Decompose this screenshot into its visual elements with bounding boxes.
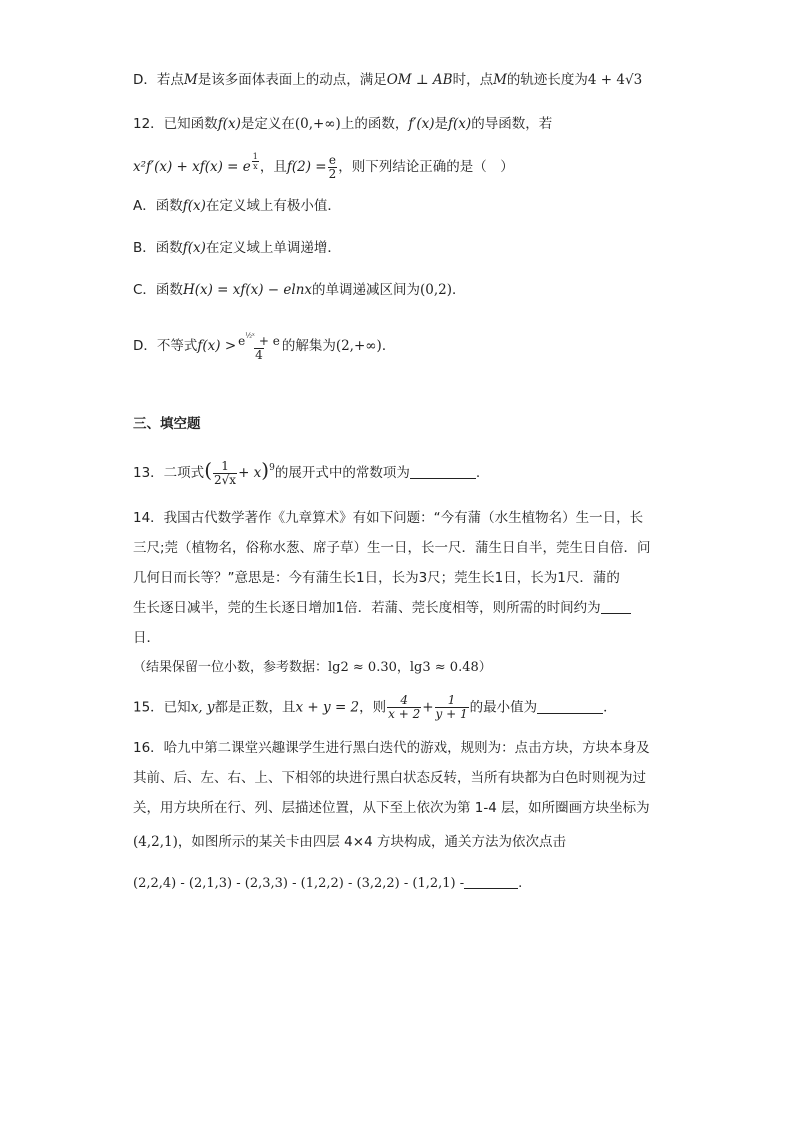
q14-line-4: 生长逐日减半，莞的生长逐日增加1倍．若蒲、莞长度相等，则所需的时间约为 xyxy=(133,598,631,618)
q14-line-2: 三尺;莞（植物名，俗称水葱、席子草）生一日，长一尺．蒲生日自半，莞生日自倍．问 xyxy=(133,540,651,556)
answer-blank[interactable] xyxy=(410,464,476,479)
q12-line-1: 12．已知函数f(x)是定义在(0,+∞)上的函数，f′(x)是f(x)的导函数，若 xyxy=(133,116,553,132)
answer-blank[interactable] xyxy=(464,874,518,889)
q11-option-d: D．若点M是该多面体表面上的动点，满足OM ⊥ AB时，点M的轨迹长度为4 + 4√3 xyxy=(133,72,643,88)
answer-blank[interactable] xyxy=(537,699,603,714)
q12-option-b: B．函数f(x)在定义域上单调递增． xyxy=(133,240,341,256)
fraction-1-over-y1: $\frac{1}{y + 1}$ xyxy=(435,693,468,721)
exponent-fraction: 1 x xyxy=(252,152,258,171)
q16-line-4: (4,2,1)，如图所示的某关卡由四层 4×4 方块构成，通关方法为依次点击 xyxy=(133,834,566,850)
q14-line-1: 14．我国古代数学著作《九章算术》有如下问题：“今有蒲（水生植物名）生一日，长 xyxy=(133,510,644,526)
q14-note: （结果保留一位小数，参考数据：lg2 ≈ 0.30，lg3 ≈ 0.48） xyxy=(133,660,492,675)
q12-option-d: D．不等式f(x) > $\frac{e^{\frac{1}{2}ˣ} + e}{4}$ 的解集为(2,+∞)． xyxy=(133,332,396,362)
q16-line-1: 16．哈九中第二课堂兴趣课学生进行黑白迭代的游戏，规则为：点击方块，方块本身及 xyxy=(133,740,650,756)
fraction-4-over-x2: $\frac{4}{x + 2}$ xyxy=(388,693,421,721)
q16-line-3: 关，用方块所在行、列、层描述位置，从下至上依次为第 1-4 层，如所圈画方块坐标为 xyxy=(133,800,650,816)
q16-line-5: (2,2,4) - (2,1,3) - (2,3,3) - (1,2,2) - (3,2,2) - (1,2,1) - . xyxy=(133,876,523,891)
e-over-2: $\frac{e}{2}$ xyxy=(328,152,337,181)
answer-blank[interactable] xyxy=(601,599,631,614)
q14-line-5: 日． xyxy=(133,630,160,646)
section-title: 三、填空题 xyxy=(133,416,201,432)
q12-option-c: C．函数H(x) = xf(x) − elnx的单调递减区间为(0,2)． xyxy=(133,282,466,298)
q14-line-3: 几何日而长等？”意思是：今有蒲生长1日，长为3尺；莞生长1日，长为1尺．蒲的 xyxy=(133,570,620,586)
q16-line-2: 其前、后、左、右、上、下相邻的块进行黑白状态反转，当所有块都为白色时则视为过 xyxy=(133,770,646,786)
q15: 15．已知x, y都是正数，且x + y = 2，则 $\frac{4}{x + 2}$ + $\frac{1}{y + 1}$ 的最小值为 ． xyxy=(133,693,617,721)
q12-line-2: x²f′(x) + xf(x) = e $^{\frac{1}{x}}$ ，且f(2) = $\frac{e}{2}$ ，则下列结论正确的是（ ） xyxy=(133,152,514,181)
inequality-fraction: $\frac{e^{\frac{1}{2}ˣ} + e}{4}$ xyxy=(238,332,280,362)
q13: 13．二项式( $\frac{1}{2√x}$ + x)$^9$的展开式中的常数项为 . xyxy=(133,458,481,487)
q12-option-a: A．函数f(x)在定义域上有极小值． xyxy=(133,198,341,214)
binomial-fraction: $\frac{1}{2√x}$ xyxy=(214,458,237,487)
